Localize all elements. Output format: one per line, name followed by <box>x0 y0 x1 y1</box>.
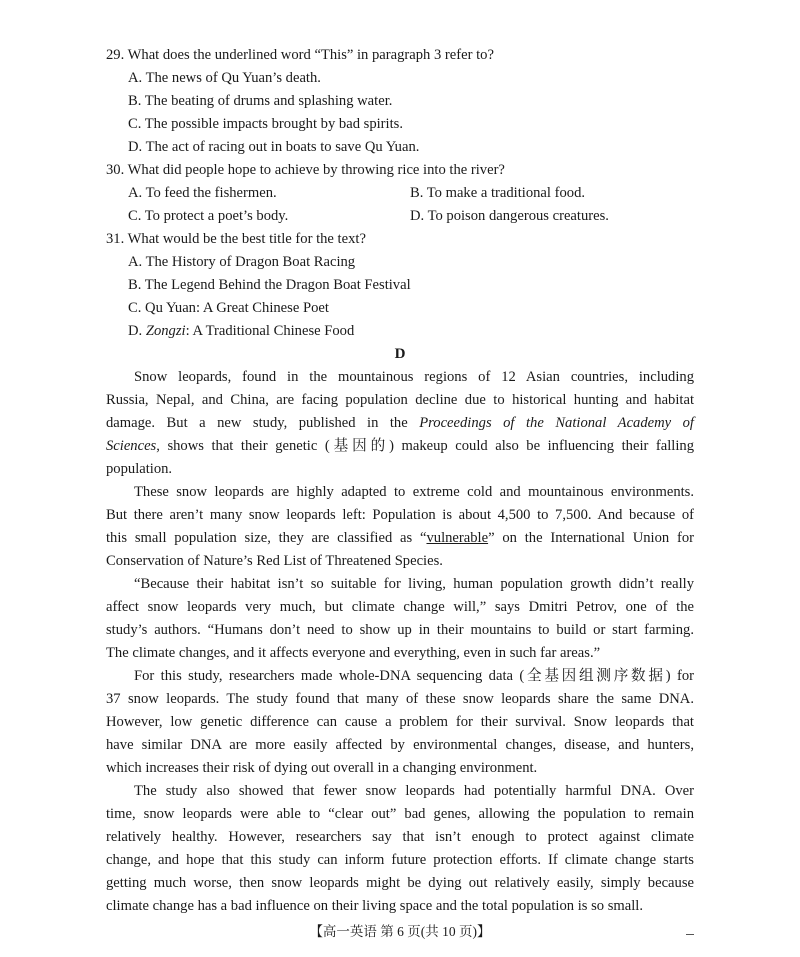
p3-line-4: The climate changes, and it affects everyone and everything, even in such far areas.” <box>106 645 601 661</box>
option-d-zongzi: Zongzi <box>145 323 186 339</box>
p5-line-2: time, snow leopards were able to “clear out” bad genes, allowing the population to remain <box>106 806 694 822</box>
question-29-option-a: A. The news of Qu Yuan’s death. <box>128 70 321 86</box>
question-31-stem: 31. What would be the best title for the text? <box>106 231 366 247</box>
question-31-option-c: C. Qu Yuan: A Great Chinese Poet <box>128 300 329 316</box>
question-31-option-d <box>128 321 354 341</box>
p2-line-1: These snow leopards are highly adapted to extreme cold and mountainous environments. <box>134 484 694 500</box>
corner-mark <box>686 934 694 935</box>
p5-line-3: relatively healthy. However, researchers say that isn’t enough to protect against climate <box>106 829 694 845</box>
option-d-label: D. <box>128 323 146 339</box>
question-29-option-c: C. The possible impacts brought by bad spirits. <box>128 116 403 132</box>
p2-line-2: But there aren’t many snow leopards left: Population is about 4,500 to 7,500. And because of <box>106 507 694 523</box>
page-footer: 【高一英语 第 6 页(共 10 页)】 <box>309 924 491 939</box>
p2-line-4: Conservation of Nature’s Red List of Threatened Species. <box>106 553 443 569</box>
p3-line-1: “Because their habitat isn’t so suitable for living, human population growth didn’t really <box>134 576 694 592</box>
question-29-option-d: D. The act of racing out in boats to save Qu Yuan. <box>128 139 420 155</box>
p3-line-2: affect snow leopards very much, but climate change will,” says Dmitri Petrov, one of the <box>106 599 694 615</box>
question-29-option-b: B. The beating of drums and splashing water. <box>128 93 393 109</box>
p4-line-1: For this study, researchers made whole-DNA sequencing data (全基因组测序数据) for <box>134 668 694 684</box>
question-29-stem: 29. What does the underlined word “This” in paragraph 3 refer to? <box>106 47 494 63</box>
p5-line-5: getting much worse, then snow leopards might be dying out relatively easily, simply because <box>106 875 694 891</box>
p2-line-3 <box>106 528 694 548</box>
journal-name-part-1: Proceedings of the National Academy of <box>419 415 694 431</box>
question-31-option-b: B. The Legend Behind the Dragon Boat Festival <box>128 277 411 293</box>
p1-line-5: population. <box>106 461 173 477</box>
p1-line-2: Russia, Nepal, and China, are facing population decline due to historical hunting and habitat <box>106 392 694 408</box>
p1-line-3-text: damage. But a new study, published in the <box>106 415 420 431</box>
question-30-option-b: B. To make a traditional food. <box>410 185 586 201</box>
p1-line-3 <box>106 413 694 433</box>
p1-line-4 <box>106 436 694 456</box>
p4-line-4: have similar DNA are more easily affected by environmental changes, disease, and hunters, <box>106 737 694 753</box>
p3-line-3: study’s authors. “Humans don’t need to show up in their mountains to build or start farming. <box>106 622 694 638</box>
question-30-option-a: A. To feed the fishermen. <box>128 185 277 201</box>
question-30-option-d: D. To poison dangerous creatures. <box>410 208 609 224</box>
p2-line-3-rest: ” on the International Union for <box>488 530 694 546</box>
p5-line-4: change, and hope that this study can inform future protection efforts. If climate change starts <box>106 852 694 868</box>
underlined-word-vulnerable: vulnerable <box>426 530 489 546</box>
p4-line-3: However, low genetic difference can cause a problem for their survival. Snow leopards that <box>106 714 694 730</box>
question-30-stem: 30. What did people hope to achieve by throwing rice into the river? <box>106 162 505 178</box>
option-d-rest: : A Traditional Chinese Food <box>185 323 355 339</box>
p5-line-6: climate change has a bad influence on their living space and the total population is so small. <box>106 898 643 914</box>
question-31-option-a: A. The History of Dragon Boat Racing <box>128 254 356 270</box>
passage-heading: D <box>394 346 406 362</box>
p5-line-1: The study also showed that fewer snow leopards had potentially harmful DNA. Over <box>134 783 694 799</box>
p1-line-4-text: , shows that their genetic (基因的) makeup could also be influencing their falling <box>156 438 694 454</box>
p4-line-5: which increases their risk of dying out overall in a changing environment. <box>106 760 538 776</box>
p1-line-1: Snow leopards, found in the mountainous regions of 12 Asian countries, including <box>134 369 694 385</box>
p2-line-3-text: this small population size, they are classified as “ <box>106 530 427 546</box>
p4-line-2: 37 snow leopards. The study found that many of these snow leopards share the same DNA. <box>106 691 694 707</box>
journal-name-part-2: Sciences <box>106 438 157 454</box>
question-30-option-c: C. To protect a poet’s body. <box>128 208 289 224</box>
